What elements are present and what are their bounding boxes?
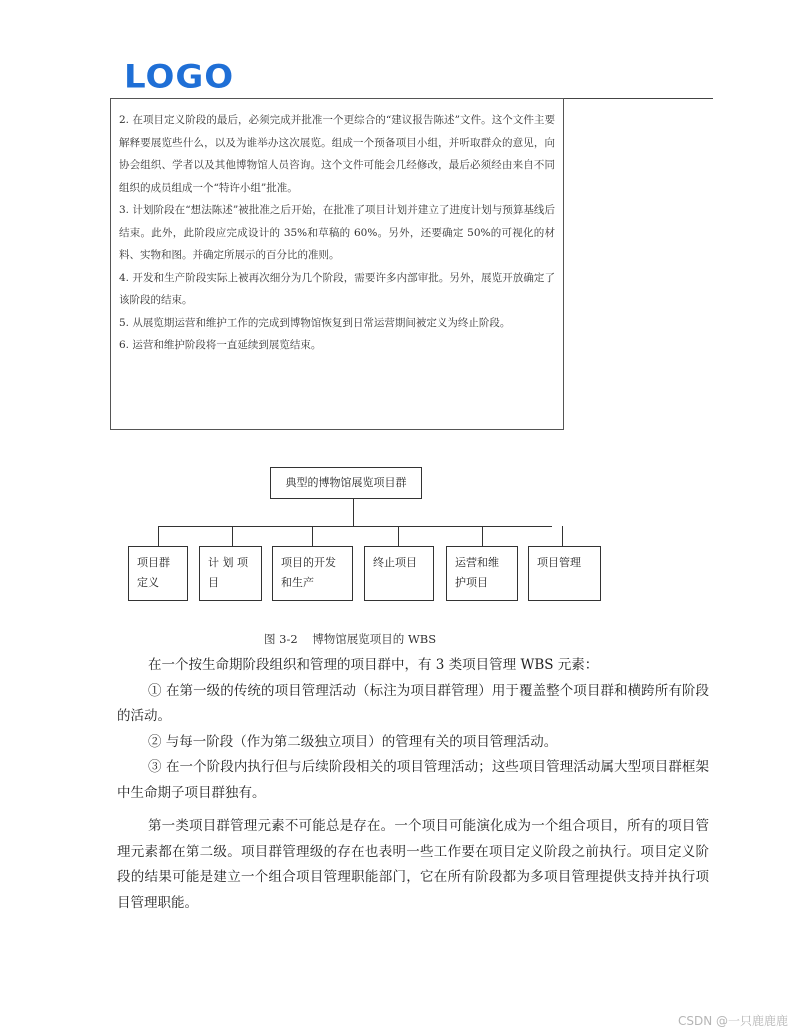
box-paragraph-5: 5. 从展览期运营和维护工作的完成到博物馆恢复到日常运营期间被定义为终止阶段。 bbox=[119, 316, 511, 329]
box-paragraph-2: 2. 在项目定义阶段的最后，必须完成并批准一个更综合的“建议报告陈述”文件。这个文件主要解释要展览些什么，以及为谁举办这次展览。组成一个预备项目小组，并听取群众的意见，向协会组织、学者以及其他博物馆人员咨询。这个文件可能会几经修改，最后必须经由来自不同组织的成员组成一个“特许小组”批准。 bbox=[119, 114, 555, 194]
wbs-drop-3 bbox=[312, 526, 313, 546]
wbs-drop-2 bbox=[232, 526, 233, 546]
wbs-child-node: 运营和维护项目 bbox=[446, 546, 518, 601]
wbs-child-node: 项目的开发和生产 bbox=[272, 546, 353, 601]
box-paragraph-6: 6. 运营和维护阶段将一直延续到展览结束。 bbox=[119, 339, 322, 351]
wbs-drop-5 bbox=[482, 526, 483, 546]
csdn-watermark: CSDN @一只鹿鹿鹿 bbox=[677, 1014, 788, 1028]
box-paragraph-4: 4. 开发和生产阶段实际上被再次细分为几个阶段，需要许多内部审批。另外，展览开放确定了该阶段的结束。 bbox=[119, 271, 555, 306]
body-paragraph: 第一类项目群管理元素不可能总是存在。一个项目可能演化成为一个组合项目，所有的项目管理元素都在第二级。项目群管理级的存在也表明一些工作要在项目定义阶段之前执行。项目定义阶段的结果可能是建立一个组合项目管理职能部门，它在所有阶段都为多项目管理提供支持并执行项目管理职能。 bbox=[117, 818, 709, 911]
wbs-child-node: 项目管理 bbox=[528, 546, 601, 601]
wbs-child-node: 计 划 项 目 bbox=[199, 546, 262, 601]
logo: LOGO bbox=[124, 58, 235, 96]
wbs-horizontal-bus bbox=[158, 526, 552, 527]
body-text bbox=[117, 653, 709, 916]
figure-caption: 图 3-2 博物馆展览项目的 WBS bbox=[264, 632, 437, 646]
phase-notes-box bbox=[110, 98, 564, 430]
wbs-drop-1 bbox=[158, 526, 159, 546]
wbs-drop-6 bbox=[562, 526, 563, 546]
body-paragraph: 在一个按生命期阶段组织和管理的项目群中，有 3 类项目管理 WBS 元素： bbox=[148, 657, 599, 673]
box-paragraph-3: 3. 计划阶段在“想法陈述”被批准之后开始，在批准了项目计划并建立了进度计划与预算基线后结束。此外，此阶段应完成设计的 35%和草稿的 60%。另外，还要确定 50%的可视化的材料、实物和图。并确定所展示的百分比的准则。 bbox=[119, 204, 555, 261]
wbs-drop-4 bbox=[398, 526, 399, 546]
wbs-root-connector bbox=[353, 499, 354, 526]
wbs-child-node: 终止项目 bbox=[364, 546, 434, 601]
body-paragraph: ③ 在一个阶段内执行但与后续阶段相关的项目管理活动；这些项目管理活动属大型项目群框架中生命期子项目群独有。 bbox=[117, 759, 709, 801]
wbs-child-node: 项目群定义 bbox=[128, 546, 188, 601]
body-paragraph: ② 与每一阶段（作为第二级独立项目）的管理有关的项目管理活动。 bbox=[148, 733, 558, 750]
wbs-root-node: 典型的博物馆展览项目群 bbox=[270, 467, 422, 499]
body-paragraph: ① 在第一级的传统的项目管理活动（标注为项目群管理）用于覆盖整个项目群和横跨所有阶段的活动。 bbox=[117, 682, 709, 724]
